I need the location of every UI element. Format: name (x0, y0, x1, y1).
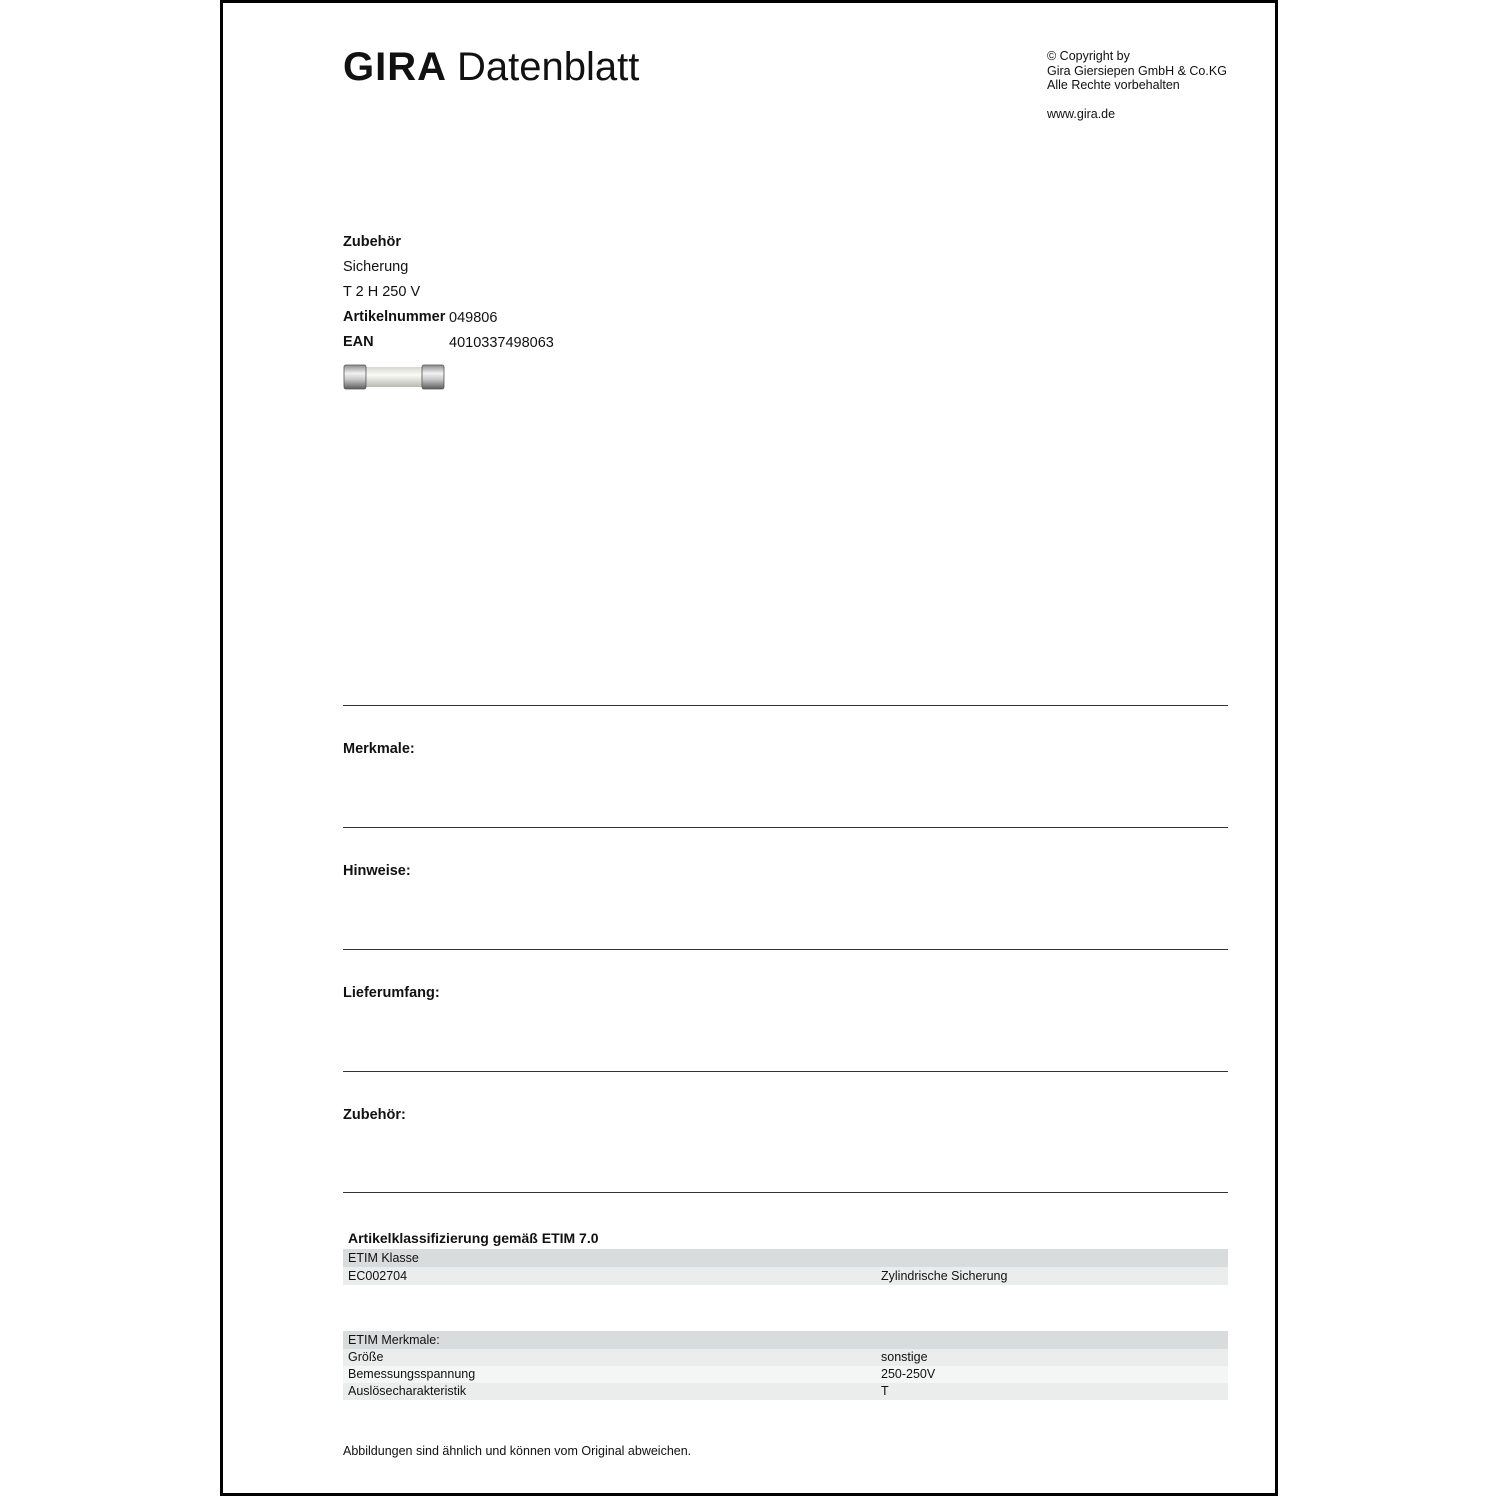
table-row (343, 1349, 1228, 1366)
document-type: Datenblatt (457, 45, 640, 89)
etim-class-name: Zylindrische Sicherung (881, 1269, 1008, 1283)
feature-name: Bemessungsspannung (348, 1367, 476, 1381)
divider (343, 1071, 1228, 1072)
copyright-block (1047, 49, 1227, 121)
article-number-value: 049806 (449, 310, 498, 326)
section-scope-of-delivery: Lieferumfang: (343, 985, 440, 1001)
divider (343, 1192, 1228, 1193)
feature-value: T (881, 1384, 889, 1398)
table-header (343, 1331, 1228, 1349)
gira-logo (343, 44, 639, 90)
feature-name: Größe (348, 1350, 384, 1364)
fuse-image (343, 363, 445, 391)
product-spec: T 2 H 250 V (343, 284, 421, 300)
copyright-line-3: Alle Rechte vorbehalten (1047, 78, 1180, 92)
section-notes: Hinweise: (343, 863, 411, 879)
divider (343, 705, 1228, 706)
product-name: Sicherung (343, 259, 409, 275)
copyright-line-2: Gira Giersiepen GmbH & Co.KG (1047, 63, 1227, 78)
footer-disclaimer: Abbildungen sind ähnlich und können vom Original abweichen. (343, 1444, 692, 1458)
divider (343, 827, 1228, 828)
etim-class-table (343, 1249, 1228, 1285)
table-row (343, 1383, 1228, 1400)
divider (343, 949, 1228, 950)
section-accessories: Zubehör: (343, 1107, 406, 1123)
article-number-label: Artikelnummer (343, 309, 446, 325)
table-row (343, 1366, 1228, 1383)
feature-value: 250-250V (881, 1367, 936, 1381)
brand-name: GIRA (343, 45, 447, 89)
copyright-line-1: © Copyright by (1047, 49, 1130, 63)
feature-value: sonstige (881, 1350, 928, 1364)
etim-title: Artikelklassifizierung gemäß ETIM 7.0 (348, 1230, 599, 1246)
feature-name: Auslösecharakteristik (348, 1384, 467, 1398)
etim-features-table (343, 1331, 1228, 1400)
ean-value: 4010337498063 (449, 335, 554, 351)
etim-class-header: ETIM Klasse (348, 1251, 419, 1265)
ean-label: EAN (343, 334, 374, 350)
table-row (343, 1267, 1228, 1285)
product-category: Zubehör (343, 234, 401, 250)
etim-class-code: EC002704 (348, 1269, 408, 1283)
table-header (343, 1249, 1228, 1267)
website-link[interactable]: www.gira.de (1047, 106, 1116, 121)
etim-features-header: ETIM Merkmale: (348, 1333, 440, 1347)
section-features: Merkmale: (343, 741, 415, 757)
